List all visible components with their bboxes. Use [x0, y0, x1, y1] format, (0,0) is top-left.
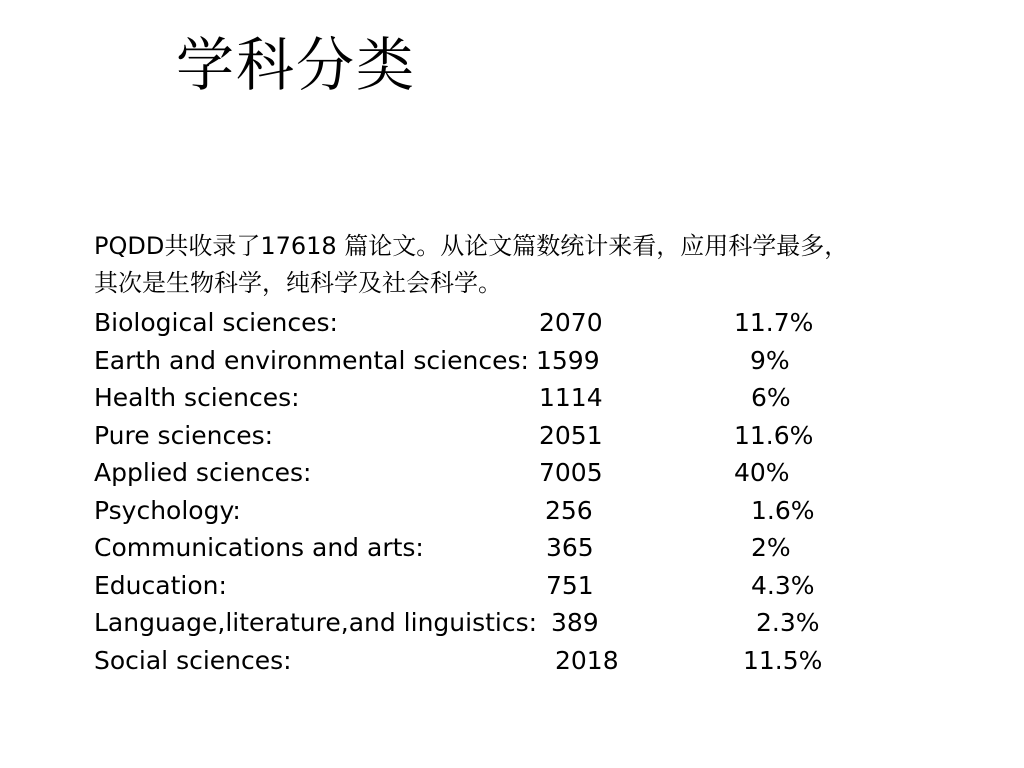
discipline-name: Language,literature,and linguistics:: [94, 608, 538, 637]
discipline-row: [94, 417, 954, 455]
discipline-name: Biological sciences:: [94, 308, 338, 337]
discipline-row: [94, 567, 954, 605]
discipline-percent: 4.3%: [751, 570, 815, 600]
intro-line-1: PQDD共收录了17618 篇论文。从论文篇数统计来看，应用科学最多，: [94, 232, 849, 260]
discipline-count: 1114: [539, 383, 603, 412]
slide-title: 学科分类: [176, 31, 417, 99]
discipline-percent: 2.3%: [756, 608, 820, 637]
discipline-percent: 1.6%: [751, 495, 815, 525]
discipline-percent: 40%: [734, 458, 790, 487]
discipline-name: Communications and arts:: [94, 533, 424, 562]
discipline-row: [94, 529, 954, 567]
discipline-name: Education:: [94, 570, 227, 600]
discipline-row: [94, 304, 954, 342]
discipline-count: 2051: [539, 420, 603, 450]
discipline-count: 7005: [539, 458, 603, 487]
intro-paragraph: [94, 228, 984, 302]
discipline-row: [94, 454, 954, 492]
discipline-row: [94, 342, 954, 380]
discipline-count: 389: [551, 608, 599, 637]
discipline-count: 2070: [539, 308, 603, 337]
discipline-count: 2018: [555, 645, 619, 675]
discipline-row: [94, 604, 954, 642]
discipline-percent: 11.5%: [743, 645, 823, 675]
discipline-count: 1599: [536, 345, 600, 375]
discipline-percent: 11.7%: [734, 308, 814, 337]
intro-line-2: 其次是生物科学，纯科学及社会科学。: [94, 269, 502, 297]
discipline-name: Earth and environmental sciences:: [94, 345, 529, 375]
discipline-count: 256: [545, 495, 593, 525]
discipline-name: Psychology:: [94, 495, 241, 525]
discipline-percent: 9%: [750, 345, 790, 375]
discipline-list: [94, 304, 954, 679]
discipline-name: Applied sciences:: [94, 458, 312, 487]
discipline-percent: 2%: [751, 533, 791, 562]
discipline-name: Health sciences:: [94, 383, 300, 412]
discipline-count: 365: [546, 533, 594, 562]
discipline-row: [94, 642, 954, 680]
discipline-count: 751: [546, 570, 594, 600]
discipline-name: Pure sciences:: [94, 420, 274, 450]
discipline-percent: 6%: [751, 383, 791, 412]
discipline-name: Social sciences:: [94, 645, 292, 675]
discipline-percent: 11.6%: [734, 420, 814, 450]
discipline-row: [94, 492, 954, 530]
discipline-row: [94, 379, 954, 417]
